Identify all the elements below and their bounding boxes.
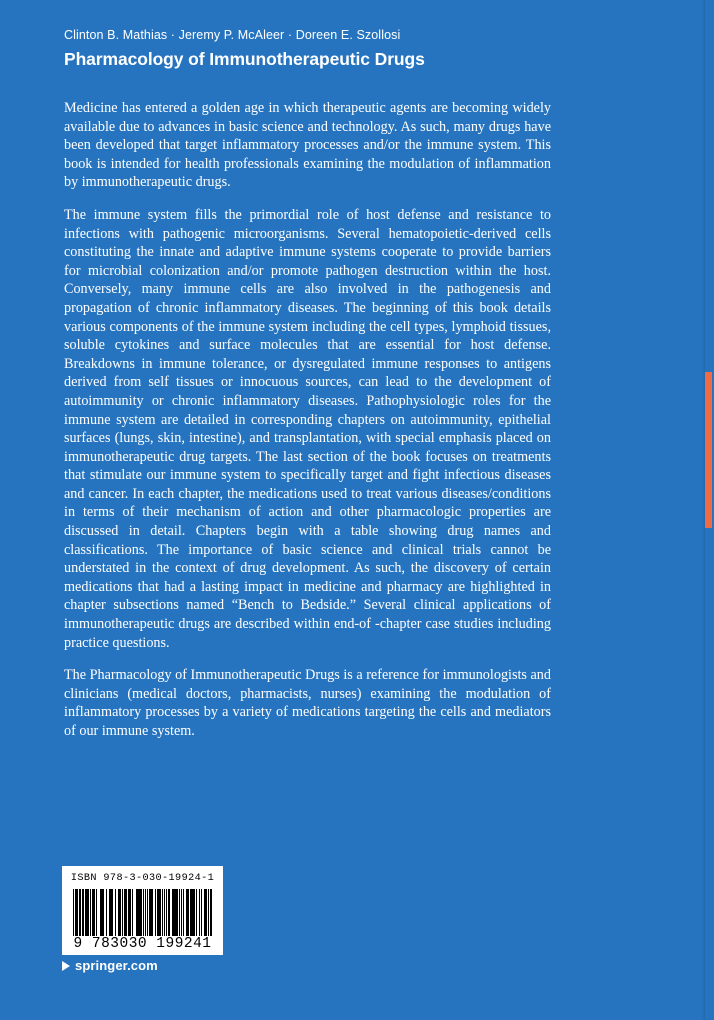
isbn-label: ISBN 978-3-030-19924-1 bbox=[70, 873, 215, 884]
cover-header bbox=[64, 27, 624, 71]
accent-strip bbox=[705, 372, 712, 528]
publisher-website-label: springer.com bbox=[75, 958, 158, 973]
play-triangle-icon bbox=[62, 961, 70, 971]
barcode-bars bbox=[70, 889, 215, 936]
blurb-text bbox=[64, 99, 551, 741]
blurb-paragraph: Medicine has entered a golden age in which therapeutic agents are becoming widely available due to advances in basic science and technology. As such, many drugs have been developed that target inflammatory processes and/or the immune system. This book is intended for health professionals examining the modulation of inflammation by immunotherapeutic drugs. bbox=[64, 100, 551, 191]
blurb-paragraph: The immune system fills the primordial role of host defense and resistance to infections with pathogenic microorganisms. Several hematopoietic-derived cells constituting the innate and adaptive immune systems cooperate to provide barriers for microbial colonization and/or promote pathogen destruction within the host. Conversely, many immune cells are also involved in the pathogenesis and propagation of chronic inflammatory diseases. The beginning of this book details various components of the immune system including the cell types, lymphoid tissues, soluble cytokines and surface molecules that are essential for host defense. Breakdowns in immune tolerance, or dysregulated immune responses to antigens derived from self tissues or innocuous sources, can lead to the development of autoimmunity or chronic inflammatory diseases. Pathophysiologic roles for the immune system are detailed in corresponding chapters on autoimmunity, epithelial surfaces (lungs, skin, intestine), and transplantation, with special emphasis placed on immunotherapeutic drug targets. The last section of the book focuses on treatments that stimulate our immune system to specifically target and fight infectious diseases and cancer. In each chapter, the medications used to treat various diseases/conditions in terms of their mechanism of action and other pharmacologic properties are discussed in detail. Chapters begin with a table showing drug names and classifications. The importance of basic science and clinical trials cannot be understated in the context of drug development. As such, the discovery of certain medications that had a lasting impact in medicine and pharmacy are highlighted in chapter subsections named “Bench to Bedside.” Several clinical applications of immunotherapeutic drugs are described within end-of -chapter case studies including practice questions. bbox=[64, 206, 551, 651]
page-title: Pharmacology of Immunotherapeutic Drugs bbox=[64, 49, 425, 69]
authors-line: Clinton B. Mathias · Jeremy P. McAleer · Doreen E. Szollosi bbox=[64, 28, 401, 42]
blurb-paragraph: The Pharmacology of Immunotherapeutic Drugs is a reference for immunologists and clinicians (medical doctors, pharmacists, nurses) examining the modulation of inflammatory processes by a variety of medications targeting the cells and mediators of our immune system. bbox=[64, 667, 551, 739]
barcode-bar bbox=[210, 889, 212, 936]
publisher-website[interactable] bbox=[62, 959, 158, 973]
isbn-barcode bbox=[62, 866, 223, 955]
barcode-digits: 9 783030 199241 bbox=[73, 936, 212, 952]
